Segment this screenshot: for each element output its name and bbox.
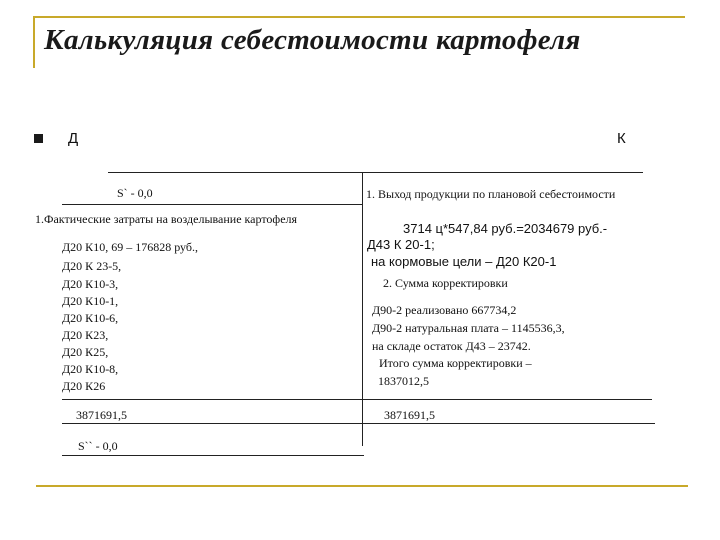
credit-entry: Итого сумма корректировки – [379,356,532,370]
credit-total: 3871691,5 [384,408,435,422]
credit-heading-2: 2. Сумма корректировки [383,276,508,290]
debit-label: Д [68,130,79,147]
frame-accent-top [33,16,685,18]
debit-total: 3871691,5 [76,408,127,422]
closing-balance: S`` - 0,0 [78,439,118,453]
t-account-divider [362,172,363,446]
credit-line-2: Д43 К 20-1; [367,237,435,252]
debit-entry: Д20 К 23-5, [62,259,122,273]
slide-title: Калькуляция себестоимости картофеля [44,24,581,56]
debit-entry: Д20 К26 [62,379,106,393]
closing-balance-line [62,455,364,456]
opening-balance: S` - 0,0 [117,186,153,200]
credit-line-1: 3714 ц*547,84 руб.=2034679 руб.- [403,221,608,236]
debit-entry: Д20 К10, 69 – 176828 руб., [62,240,198,254]
debit-heading: 1.Фактические затраты на возделывание картофеля [35,212,298,226]
credit-entry: 1837012,5 [378,374,429,388]
credit-entry: Д90-2 реализовано 667734,2 [372,303,517,317]
debit-entry: Д20 К23, [62,328,109,342]
debit-entry: Д20 К10-1, [62,294,119,308]
credit-entry: Д90-2 натуральная плата – 1145536,3, [372,321,565,335]
bullet-icon [34,134,43,143]
totals-bottom-line [62,423,655,424]
t-account-top-line [108,172,643,173]
debit-entry: Д20 К10-3, [62,277,119,291]
credit-label: К [617,130,626,147]
debit-entry: Д20 К10-6, [62,311,119,325]
debit-entry: Д20 К25, [62,345,109,359]
totals-top-line [62,399,652,400]
opening-balance-line [62,204,362,205]
frame-accent-bottom [36,485,688,487]
credit-line-3: на кормовые цели – Д20 К20-1 [371,254,557,269]
frame-accent-vertical [33,16,35,68]
credit-entry: на складе остаток Д43 – 23742. [372,339,531,353]
credit-heading: 1. Выход продукции по плановой себестоимости [366,187,616,201]
debit-entry: Д20 К10-8, [62,362,119,376]
